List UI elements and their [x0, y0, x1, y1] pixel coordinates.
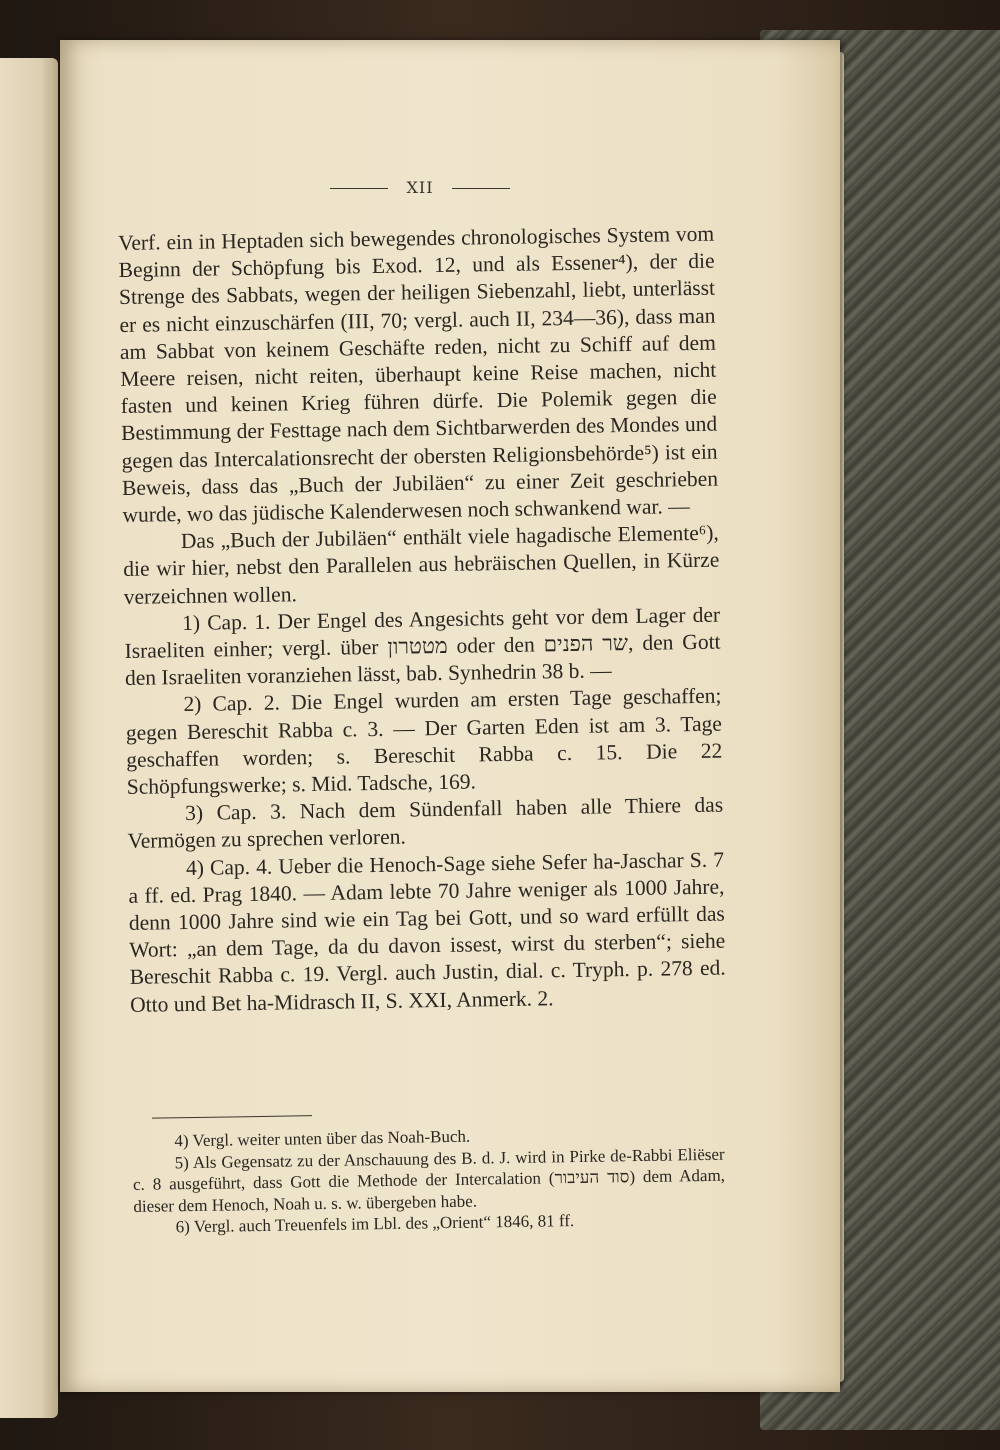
paragraph: 2) Cap. 2. Die Engel wurden am ersten Tage geschaffen; gegen Bereschit Rabba c. 3. — Der Garten Eden ist am 3. Tage geschaffen worden; s. Bereschit Rabba c. 15. Die 22 Schöpfungswerke; s. Mid. Tadsche, 169.: [125, 684, 723, 799]
footnote: 4) Vergl. weiter unten über das Noah-Buch.: [174, 1126, 471, 1151]
header-rule-right: [452, 188, 510, 189]
paragraph: Das „Buch der Jubiläen“ enthält viele hagadische Elemente⁶), die wir hier, nebst den Parallelen aus hebräischen Quellen, in Kürze verzeichnen wollen.: [123, 520, 720, 609]
footnote: 6) Vergl. auch Treuenfels im Lbl. des „Orient“ 1846, 81 ff.: [175, 1211, 575, 1237]
page-header: [110, 178, 730, 197]
paragraph: 3) Cap. 3. Nach dem Sündenfall haben alle Thiere das Vermögen zu sprechen verloren.: [127, 792, 724, 854]
paragraph: 1) Cap. 1. Der Engel des Angesichts geht vor dem Lager der Israeliten einher; vergl. über מטטרון oder den שר הפנים, den Gott den Israeliten voranziehen lässt, bab. Synhedrin 38 b. —: [124, 602, 721, 691]
paragraph: 4) Cap. 4. Ueber die Henoch-Sage siehe Sefer ha-Jaschar S. 7 a ff. ed. Prag 1840. — Adam lebte 70 Jahre weniger als 1000 Jahre, denn 1000 Jahre sind wie ein Tag bei Gott, und so ward erfüllt das Wort: „an dem Tage, da du davon issest, wirst du sterben“; siehe Bereschit Rabba c. 19. Vergl. auch Justin, dial. c. Tryph. p. 278 ed. Otto und Bet ha-Midrasch II, S. XXI, Anmerk. 2.: [128, 847, 726, 1017]
body-text: [118, 221, 726, 1019]
header-rule-left: [330, 188, 388, 189]
paragraph: Verf. ein in Heptaden sich bewegendes chronologisches System vom Beginn der Schöpfung bis Exod. 12, und als Essener⁴), der die Strenge des Sabbats, wegen der heiligen Siebenzahl, liebt, unterlässt er es nicht einzuschärfen (III, 70; vergl. auch II, 234—36), dass man am Sabbat von keinem Geschäfte reden, nicht zu Schiff auf dem Meere reisen, nicht reiten, überhaupt keine Reise machen, nicht fasten und keinen Krieg führen dürfe. Die Polemik gegen die Bestimmung der Festtage nach dem Sichtbarwerden des Mondes und gegen das Intercalationsrecht der obersten Religionsbehörde⁵) ist ein Beweis, dass das „Buch der Jubiläen“ zu einer Zeit geschrieben wurde, wo das jüdische Kalenderwesen noch schwankend war. —: [118, 221, 719, 527]
footnote: 5) Als Gegensatz zu der Anschauung des B. d. J. wird in Pirke de-Rabbi Eliëser c. 8 ausgeführt, dass Gott die Methode der Intercalation (סוד העיבור) dem Adam, dieser dem Henoch, Noah u. s. w. übergeben habe.: [132, 1144, 726, 1216]
footnotes: [132, 1109, 726, 1239]
left-page-edge: [0, 58, 58, 1418]
page-number: XII: [406, 178, 434, 197]
